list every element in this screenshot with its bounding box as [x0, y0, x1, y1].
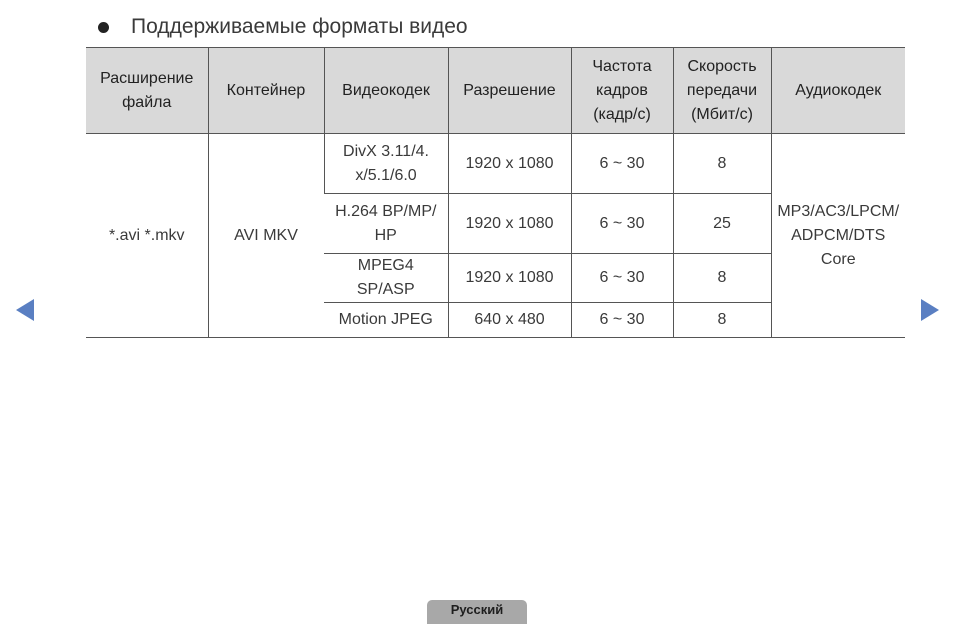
audio-codec-cell: MP3/AC3/LPCM/ ADPCM/DTS Core: [771, 134, 905, 338]
video-codec-cell: H.264 BP/MP/ HP: [324, 194, 448, 254]
header-frame-rate: Частота кадров (кадр/с): [571, 48, 673, 134]
bitrate-cell: 8: [673, 134, 771, 194]
table-row: [86, 134, 905, 194]
table-header-row: [86, 48, 905, 134]
bitrate-cell: 25: [673, 194, 771, 254]
bitrate-cell: 8: [673, 303, 771, 338]
header-container: Контейнер: [208, 48, 324, 134]
resolution-cell: 1920 x 1080: [448, 134, 571, 194]
next-page-icon[interactable]: [921, 299, 939, 321]
header-resolution: Разрешение: [448, 48, 571, 134]
header-audio-codec: Аудиокодек: [771, 48, 905, 134]
extension-cell: *.avi *.mkv: [86, 134, 208, 338]
video-codec-cell: MPEG4 SP/ASP: [324, 254, 448, 303]
frame-rate-cell: 6 ~ 30: [571, 134, 673, 194]
header-bitrate: Скорость передачи (Мбит/с): [673, 48, 771, 134]
frame-rate-cell: 6 ~ 30: [571, 254, 673, 303]
resolution-cell: 1920 x 1080: [448, 194, 571, 254]
bitrate-cell: 8: [673, 254, 771, 303]
frame-rate-cell: 6 ~ 30: [571, 303, 673, 338]
section-heading-text: Поддерживаемые форматы видео: [131, 15, 468, 38]
header-video-codec: Видеокодек: [324, 48, 448, 134]
resolution-cell: 1920 x 1080: [448, 254, 571, 303]
frame-rate-cell: 6 ~ 30: [571, 194, 673, 254]
video-formats-table: [86, 47, 905, 338]
resolution-cell: 640 x 480: [448, 303, 571, 338]
video-codec-cell: Motion JPEG: [324, 303, 448, 338]
container-cell: AVI MKV: [208, 134, 324, 338]
bullet-icon: [98, 22, 109, 33]
prev-page-icon[interactable]: [16, 299, 34, 321]
language-tab[interactable]: Русский: [427, 600, 527, 624]
header-file-extension: Расширение файла: [86, 48, 208, 134]
section-heading: [98, 12, 468, 42]
video-codec-cell: DivX 3.11/4. x/5.1/6.0: [324, 134, 448, 194]
